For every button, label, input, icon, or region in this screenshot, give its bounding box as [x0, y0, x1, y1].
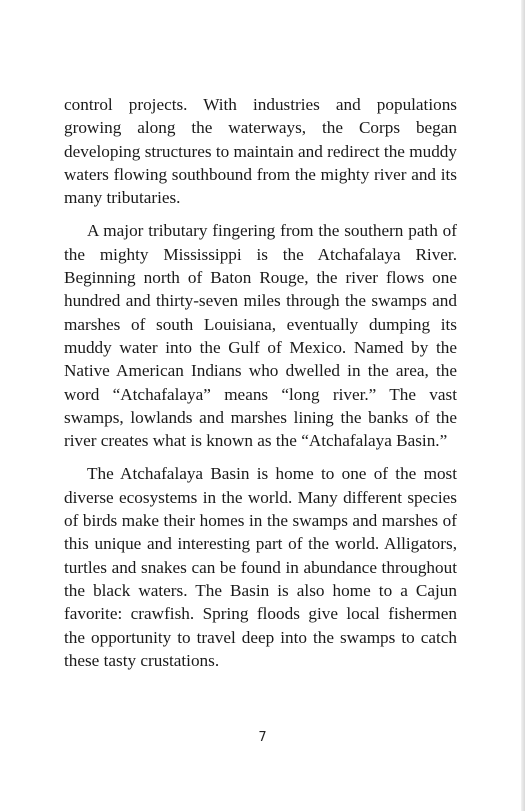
paragraph-2: A major tributary fingering from the southern path of the mighty Mississippi is the Atchafalaya River. Beginning north of Baton Rouge, the river flows one hundred and thirty-seven miles through the swamps and marshes of south Louisiana, eventually dumping its muddy water into the Gulf of Mexico. Named by the Native American Indians who dwelled in the area, the word “Atchafalaya” means “long river.” The vast swamps, lowlands and marshes lining the banks of the river creates what is known as the “Atchafalaya Basin.” [64, 221, 457, 451]
paragraph-1: control projects. With industries and populations growing along the waterways, the Corps began developing structures to maintain and redirect the muddy waters flowing southbound from the mighty river and its many tributaries. [64, 95, 457, 208]
page-number: 7 [258, 730, 267, 745]
body-text [64, 93, 457, 682]
page-edge-shadow [521, 0, 525, 811]
paragraph-3: The Atchafalaya Basin is home to one of the most diverse ecosystems in the world. Many different species of birds make their homes in the swamps and marshes of this unique and interesting part of the world. Alligators, turtles and snakes can be found in abundance throughout the black waters. The Basin is also home to a Cajun favorite: crawfish. Spring floods give local fishermen the opportunity to travel deep into the swamps to catch these tasty crustations. [64, 464, 457, 670]
